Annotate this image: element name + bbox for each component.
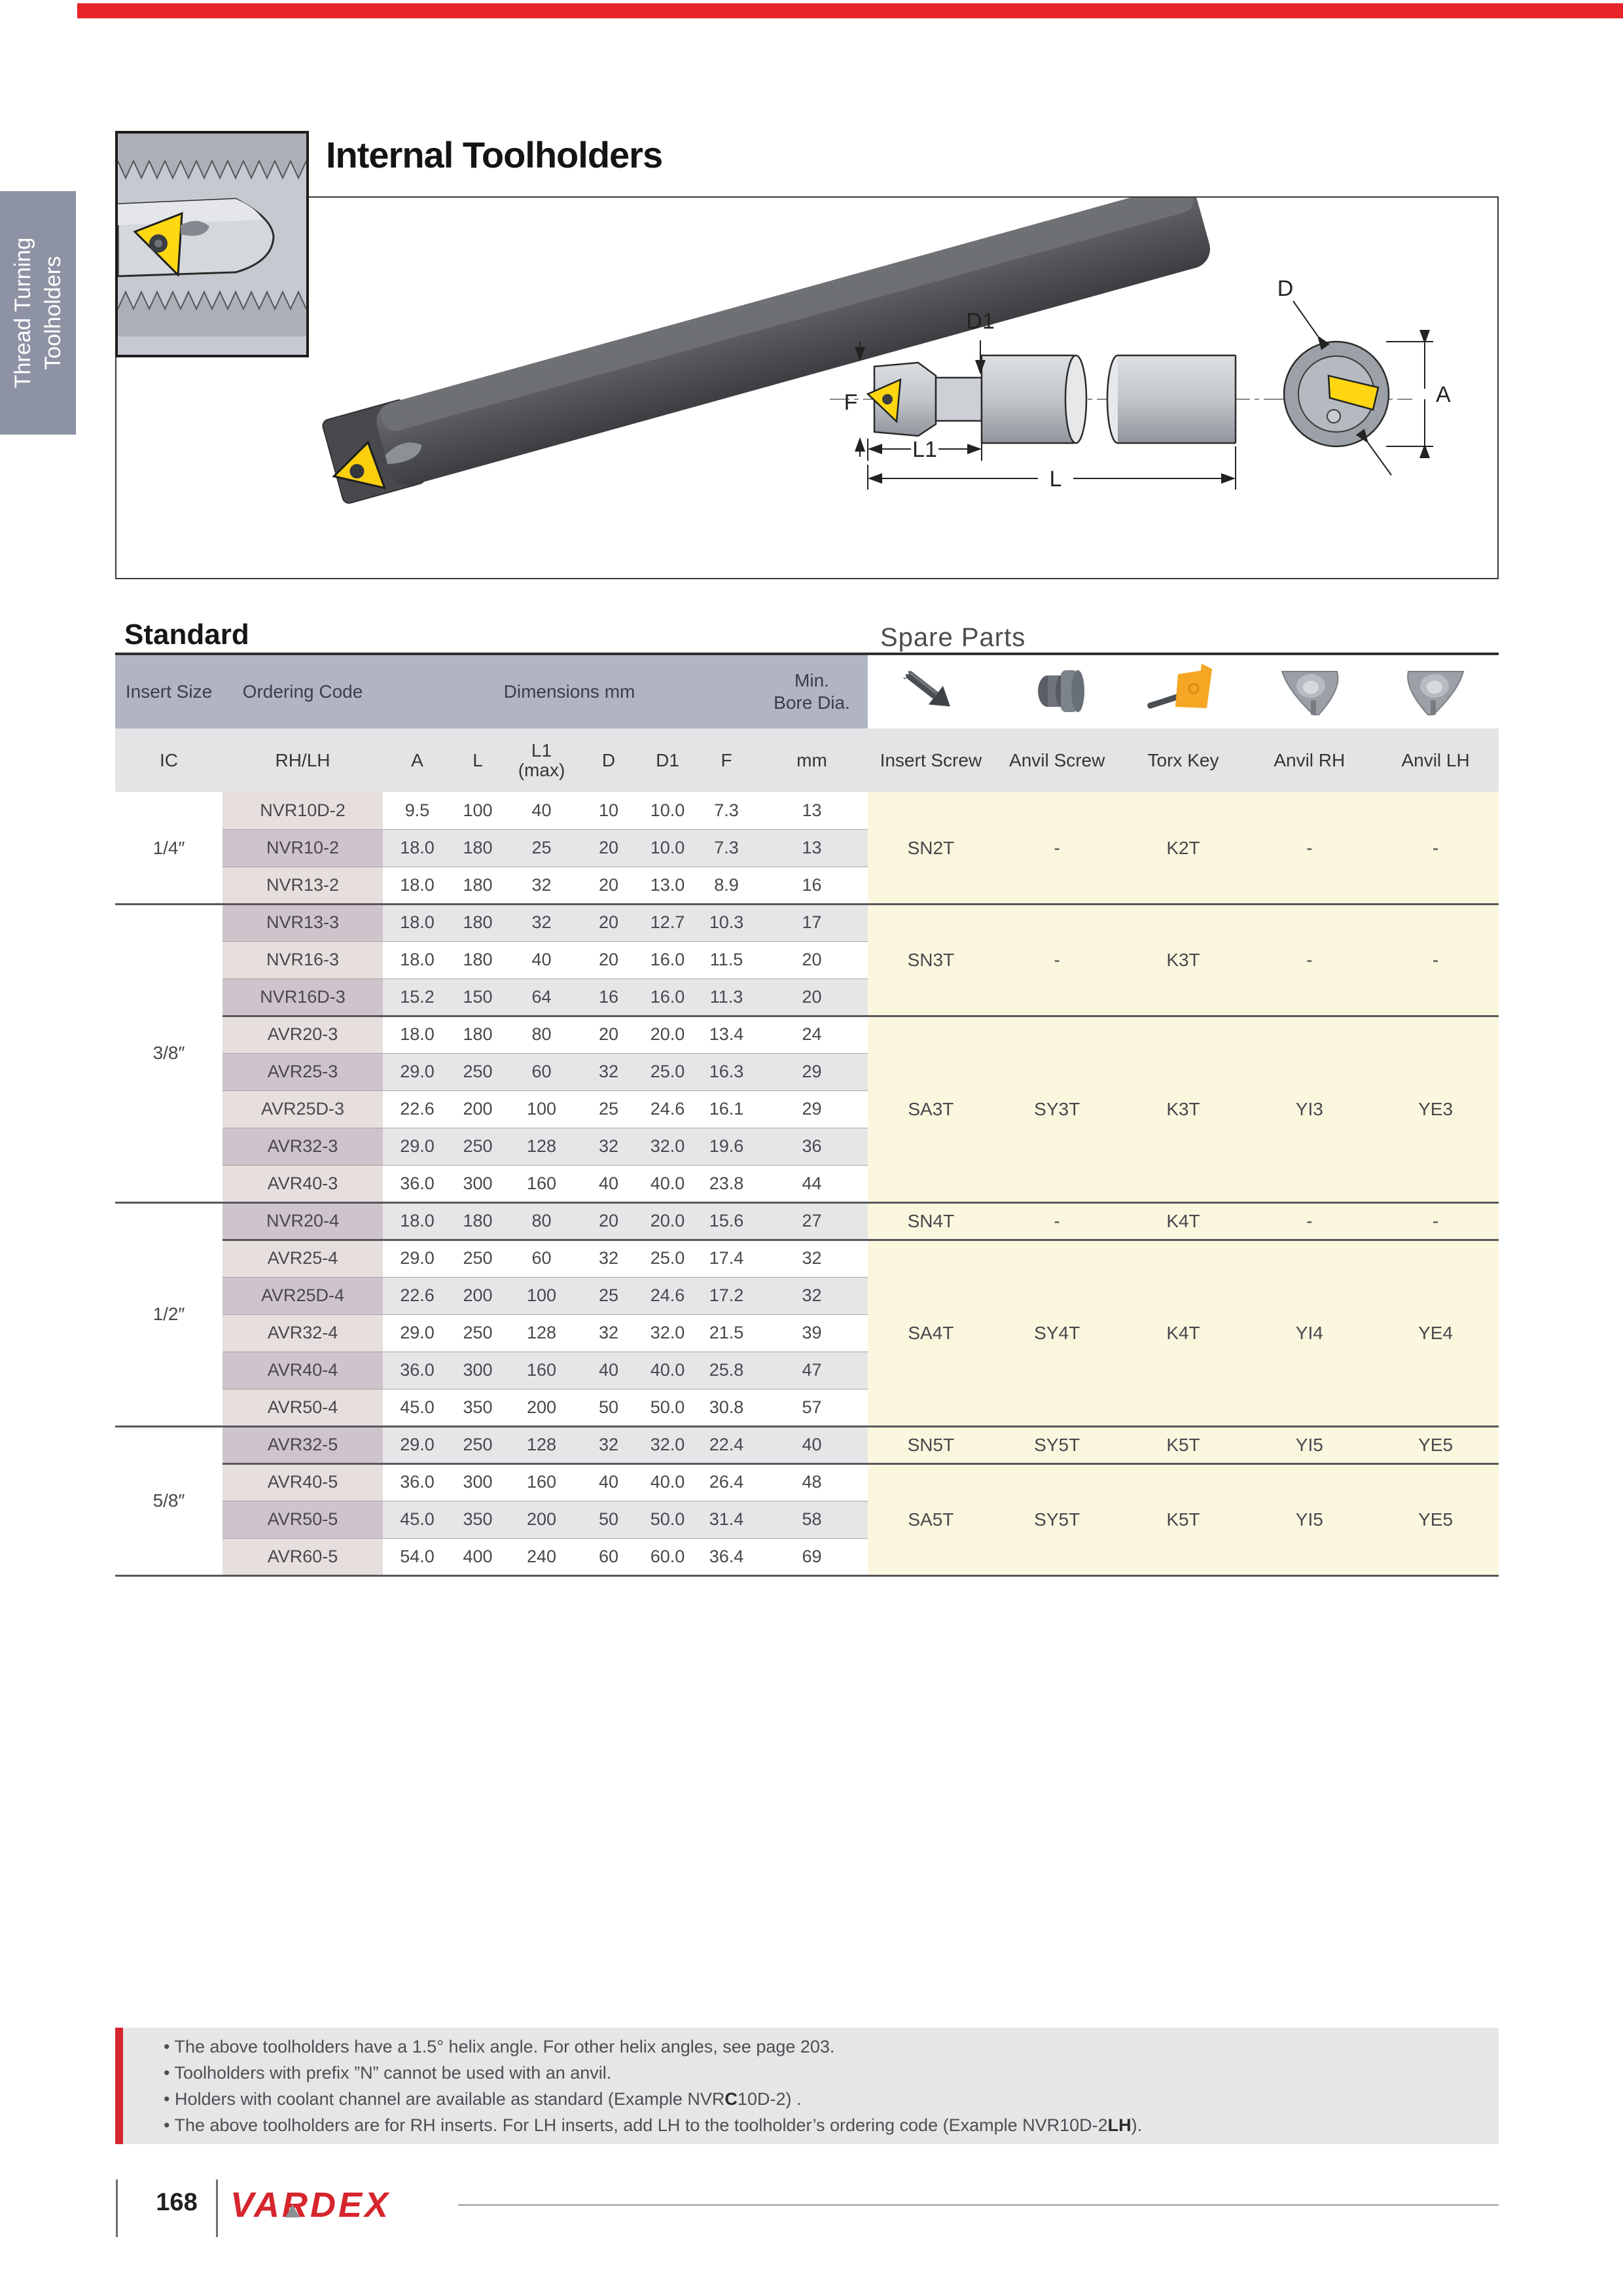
spare-col-header: Insert Screw [880, 749, 982, 770]
dim-cell: 50 [598, 1509, 619, 1529]
ordering-code-cell: NVR16-3 [223, 941, 383, 978]
dim-cell: 57 [802, 1397, 822, 1417]
dim-cell: 40 [598, 1360, 619, 1380]
dim-cell: 250 [463, 1323, 493, 1342]
footer-divider-mid [216, 2179, 218, 2237]
dim-cell: 16.1 [709, 1099, 744, 1119]
dim-cell: 200 [526, 1397, 557, 1417]
ic-group-label: 3/8″ [152, 1043, 185, 1063]
spare-value-cell: K4T [1166, 1210, 1200, 1231]
dim-cell: 160 [526, 1472, 557, 1492]
spare-value-cell: YI5 [1295, 1434, 1323, 1455]
dim-cell: 13 [802, 838, 822, 857]
spare-value-cell: - [1054, 837, 1060, 858]
dim-cell: 80 [531, 1211, 552, 1230]
group-separator [115, 903, 1499, 905]
page-number: 168 [156, 2189, 198, 2216]
note-text: The above toolholders are for RH inserts. For LH inserts, add LH to the toolholder’s ordering code (Example NVR10D-2 [174, 2115, 1108, 2135]
col-header-min-bore: Min. Bore Dia. [774, 670, 850, 713]
ordering-code-cell: AVR25-3 [223, 1053, 383, 1090]
dim-cell: 32 [598, 1248, 619, 1268]
anvil-lh-icon [1397, 660, 1475, 723]
ordering-code-cell: AVR25D-4 [223, 1277, 383, 1314]
dim-cell: 16.0 [650, 987, 685, 1007]
note-text: LH [1107, 2115, 1132, 2135]
dim-cell: 64 [531, 987, 552, 1007]
dim-cell: 160 [526, 1360, 557, 1380]
dim-cell: 36.4 [709, 1547, 744, 1566]
label-l: L [1049, 467, 1062, 492]
label-a: A [1436, 382, 1451, 407]
col-header-dim: F [721, 749, 732, 770]
dim-cell: 18.0 [400, 1211, 435, 1230]
spare-value-cell: YI4 [1295, 1322, 1323, 1343]
dim-cell: 80 [531, 1024, 552, 1044]
dim-cell: 350 [463, 1509, 493, 1529]
dim-cell: 23.8 [709, 1174, 744, 1193]
dim-cell: 29.0 [400, 1323, 435, 1342]
dim-cell: 29.0 [400, 1062, 435, 1081]
row-separator [223, 829, 868, 830]
note-text: The above toolholders have a 1.5° helix angle. For other helix angles, see page 203. [174, 2037, 835, 2056]
dim-cell: 18.0 [400, 912, 435, 932]
dim-cell: 180 [463, 1211, 493, 1230]
dim-cell: 10.0 [650, 800, 685, 820]
dim-cell: 25.0 [650, 1062, 685, 1081]
spare-value-cell: - [1306, 949, 1313, 970]
dim-cell: 40 [802, 1435, 822, 1454]
dim-cell: 17.4 [709, 1248, 744, 1268]
dim-cell: 29.0 [400, 1136, 435, 1156]
dim-cell: 25 [598, 1099, 619, 1119]
dim-cell: 50.0 [650, 1509, 685, 1529]
logo-triangle-icon [285, 2204, 300, 2217]
dim-cell: 22.6 [400, 1285, 435, 1305]
spare-value-cell: K5T [1166, 1509, 1200, 1530]
ordering-code-cell: AVR32-5 [223, 1426, 383, 1463]
dim-cell: 15.6 [709, 1211, 744, 1230]
dim-cell: 180 [463, 950, 493, 969]
dim-cell: 32 [598, 1323, 619, 1342]
dim-cell: 11.3 [709, 987, 743, 1007]
dim-cell: 50 [598, 1397, 619, 1417]
dim-cell: 26.4 [709, 1472, 744, 1492]
group-separator [223, 1239, 1499, 1241]
dim-cell: 25.8 [709, 1360, 744, 1380]
dim-cell: 36.0 [400, 1174, 435, 1193]
torx-key-icon [1144, 660, 1222, 723]
dim-cell: 19.6 [709, 1136, 744, 1156]
dim-cell: 400 [463, 1547, 493, 1566]
dim-cell: 60 [598, 1547, 619, 1566]
dim-cell: 32.0 [650, 1435, 685, 1454]
brand-logo-text: VARDEX [230, 2185, 391, 2225]
spare-value-cell: K5T [1166, 1434, 1200, 1455]
dim-cell: 10 [598, 800, 619, 820]
dim-cell: 17.2 [709, 1285, 744, 1305]
dim-cell: 160 [526, 1174, 557, 1193]
dim-cell: 16 [598, 987, 619, 1007]
ordering-code-cell: AVR40-4 [223, 1352, 383, 1389]
col-header-insert-size: Insert Size [125, 681, 213, 702]
dim-cell: 60 [531, 1062, 552, 1081]
bullet-icon: • [164, 2089, 175, 2109]
ordering-code-cell: AVR40-5 [223, 1463, 383, 1501]
dim-cell: 29.0 [400, 1435, 435, 1454]
label-d1: D1 [966, 309, 995, 334]
dim-cell: 44 [802, 1174, 822, 1193]
dim-cell: 20 [598, 838, 619, 857]
dim-cell: 29 [802, 1099, 822, 1119]
dim-cell: 48 [802, 1472, 822, 1492]
section-heading-spare-parts: Spare Parts [880, 623, 1026, 652]
col-header-ordering-code: Ordering Code [242, 681, 363, 702]
spare-value-cell: SY4T [1034, 1322, 1080, 1343]
table-bottom-border [115, 1575, 1499, 1577]
ordering-code-cell: AVR60-5 [223, 1538, 383, 1575]
ordering-code-cell: AVR25-4 [223, 1240, 383, 1277]
ordering-code-cell: AVR40-3 [223, 1165, 383, 1202]
dim-cell: 300 [463, 1174, 493, 1193]
dim-cell: 40.0 [650, 1472, 685, 1492]
dim-cell: 8.9 [714, 875, 739, 895]
dim-cell: 30.8 [709, 1397, 744, 1417]
row-separator [223, 1538, 868, 1539]
group-separator [223, 1463, 1499, 1465]
spare-value-cell: YE4 [1418, 1322, 1454, 1343]
dim-cell: 13.0 [650, 875, 685, 895]
dim-cell: 60 [531, 1248, 552, 1268]
spare-value-cell: - [1432, 1210, 1439, 1231]
dim-cell: 50.0 [650, 1397, 685, 1417]
dim-cell: 20 [598, 1211, 619, 1230]
footnotes-box [123, 2028, 1499, 2144]
dim-cell: 18.0 [400, 1024, 435, 1044]
dim-cell: 200 [463, 1099, 493, 1119]
dim-cell: 25.0 [650, 1248, 685, 1268]
label-d: D [1277, 276, 1294, 301]
dim-cell: 250 [463, 1435, 493, 1454]
dim-cell: 18.0 [400, 875, 435, 895]
col-header-dimensions: Dimensions mm [503, 681, 635, 702]
row-separator [223, 1277, 868, 1278]
group-separator [223, 1015, 1499, 1017]
dim-cell: 22.6 [400, 1099, 435, 1119]
spare-value-cell: K4T [1166, 1322, 1200, 1343]
col-header-l1: L1 (max) [518, 740, 565, 780]
anvil-screw-icon [1018, 660, 1096, 723]
dim-cell: 13.4 [709, 1024, 744, 1044]
dim-cell: 180 [463, 1024, 493, 1044]
dim-cell: 24.6 [650, 1099, 685, 1119]
ordering-code-cell: NVR13-2 [223, 867, 383, 904]
col-header-ic: IC [160, 749, 178, 770]
dim-cell: 32 [598, 1136, 619, 1156]
dim-cell: 21.5 [709, 1323, 744, 1342]
spare-value-cell: SN3T [907, 949, 955, 970]
table-top-border [115, 653, 1499, 655]
spare-value-cell: - [1054, 949, 1060, 970]
note-text: C [724, 2089, 738, 2109]
spare-value-cell: K3T [1166, 1098, 1200, 1119]
dim-cell: 32 [531, 912, 552, 932]
row-separator [223, 1389, 868, 1390]
spare-value-cell: YI3 [1295, 1098, 1323, 1119]
dim-cell: 250 [463, 1136, 493, 1156]
dim-cell: 18.0 [400, 950, 435, 969]
note-text: ). [1131, 2115, 1143, 2135]
ordering-code-cell: AVR32-3 [223, 1128, 383, 1165]
dim-cell: 39 [802, 1323, 822, 1342]
dim-cell: 58 [802, 1509, 822, 1529]
dim-cell: 9.5 [404, 800, 430, 820]
spare-value-cell: SY5T [1034, 1509, 1080, 1530]
dim-cell: 150 [463, 987, 493, 1007]
col-header-dim: D1 [656, 749, 679, 770]
dim-cell: 40 [598, 1472, 619, 1492]
spare-col-header: Anvil LH [1401, 749, 1470, 770]
dim-cell: 100 [526, 1285, 557, 1305]
brand-logo [230, 2185, 391, 2225]
notes-accent-bar [115, 2028, 123, 2144]
dim-cell: 7.3 [714, 800, 739, 820]
spare-value-cell: SN2T [907, 837, 955, 858]
row-separator [223, 1165, 868, 1166]
label-l1: L1 [912, 437, 937, 462]
dim-cell: 240 [526, 1547, 557, 1566]
dim-cell: 24.6 [650, 1285, 685, 1305]
dim-cell: 32 [598, 1062, 619, 1081]
dim-cell: 7.3 [714, 838, 739, 857]
dim-cell: 20 [598, 950, 619, 969]
dim-cell: 300 [463, 1360, 493, 1380]
note-line [164, 2063, 1499, 2083]
note-text: 10D-2) . [737, 2089, 802, 2109]
dim-cell: 29 [802, 1062, 822, 1081]
dim-cell: 128 [526, 1435, 557, 1454]
dim-cell: 10.0 [650, 838, 685, 857]
spare-value-cell: YI5 [1295, 1509, 1323, 1530]
dim-cell: 20 [802, 987, 822, 1007]
row-separator [223, 1090, 868, 1091]
bullet-icon: • [164, 2115, 175, 2135]
dim-cell: 20 [802, 950, 822, 969]
dim-cell: 24 [802, 1024, 822, 1044]
ordering-code-cell: NVR10D-2 [223, 792, 383, 829]
section-heading-standard: Standard [124, 619, 249, 651]
ordering-code-cell: NVR16D-3 [223, 978, 383, 1016]
dim-cell: 16.3 [709, 1062, 744, 1081]
dim-cell: 16 [802, 875, 822, 895]
row-separator [223, 941, 868, 942]
note-line [164, 2089, 1499, 2109]
dim-cell: 15.2 [400, 987, 435, 1007]
dim-cell: 40 [598, 1174, 619, 1193]
bullet-icon: • [164, 2063, 175, 2083]
spare-value-cell: SN5T [907, 1434, 955, 1455]
col-header-rhlh: RH/LH [275, 749, 330, 770]
note-text: Holders with coolant channel are available as standard (Example NVR [174, 2089, 725, 2109]
ordering-code-cell: AVR32-4 [223, 1314, 383, 1352]
spare-value-cell: - [1306, 1210, 1313, 1231]
dim-cell: 40 [531, 950, 552, 969]
dim-cell: 180 [463, 912, 493, 932]
dim-cell: 13 [802, 800, 822, 820]
spare-value-cell: - [1054, 1210, 1060, 1231]
dim-cell: 40 [531, 800, 552, 820]
spare-value-cell: SN4T [907, 1210, 955, 1231]
spare-value-cell: SA5T [908, 1509, 954, 1530]
dim-cell: 250 [463, 1248, 493, 1268]
dim-cell: 20.0 [650, 1211, 685, 1230]
col-header-dim: A [411, 749, 423, 770]
footer-rule [458, 2204, 1499, 2206]
dim-cell: 180 [463, 838, 493, 857]
ordering-code-cell: AVR25D-3 [223, 1090, 383, 1128]
note-text: Toolholders with prefix ”N” cannot be used with an anvil. [174, 2063, 612, 2083]
dim-cell: 32 [802, 1285, 822, 1305]
dim-cell: 32.0 [650, 1136, 685, 1156]
dim-cell: 45.0 [400, 1397, 435, 1417]
ordering-code-cell: AVR50-4 [223, 1389, 383, 1426]
ordering-code-cell: AVR50-5 [223, 1501, 383, 1538]
dim-cell: 300 [463, 1472, 493, 1492]
col-header-dim: mm [796, 749, 827, 770]
dim-cell: 200 [526, 1509, 557, 1529]
dim-cell: 60.0 [650, 1547, 685, 1566]
dim-cell: 10.3 [709, 912, 744, 932]
spare-col-header: Torx Key [1147, 749, 1219, 770]
sidebar-tab-line1: Thread Turning [10, 237, 35, 389]
ordering-code-cell: NVR20-4 [223, 1202, 383, 1240]
spare-value-cell: - [1432, 837, 1439, 858]
row-separator [223, 1053, 868, 1054]
ic-group-label: 1/4″ [152, 837, 185, 858]
col-header-dim: D [601, 749, 616, 770]
dim-cell: 128 [526, 1136, 557, 1156]
spare-value-cell: SY5T [1034, 1434, 1080, 1455]
dim-cell: 20 [598, 912, 619, 932]
dim-cell: 180 [463, 875, 493, 895]
dim-cell: 11.5 [709, 950, 743, 969]
dim-cell: 18.0 [400, 838, 435, 857]
dim-cell: 20 [598, 1024, 619, 1044]
dim-cell: 100 [463, 800, 493, 820]
spare-value-cell: YE5 [1418, 1434, 1454, 1455]
ic-group-label: 5/8″ [152, 1490, 185, 1511]
spare-col-header: Anvil RH [1274, 749, 1346, 770]
dim-cell: 54.0 [400, 1547, 435, 1566]
dim-cell: 100 [526, 1099, 557, 1119]
dim-cell: 250 [463, 1062, 493, 1081]
dim-cell: 69 [802, 1547, 822, 1566]
spare-value-cell: YE5 [1418, 1509, 1454, 1530]
col-header-dim: L [473, 749, 483, 770]
ordering-code-cell: NVR10-2 [223, 829, 383, 867]
dim-cell: 47 [802, 1360, 822, 1380]
dim-cell: 32 [598, 1435, 619, 1454]
dim-cell: 20 [598, 875, 619, 895]
dim-cell: 31.4 [709, 1509, 744, 1529]
group-separator [115, 1426, 1499, 1427]
row-separator [223, 978, 868, 979]
row-separator [223, 1314, 868, 1315]
dim-cell: 20.0 [650, 1024, 685, 1044]
dim-cell: 32.0 [650, 1323, 685, 1342]
sidebar-tab-line2: Toolholders [41, 256, 65, 370]
insert-screw-icon [891, 660, 970, 723]
dim-cell: 27 [802, 1211, 822, 1230]
dim-cell: 36.0 [400, 1360, 435, 1380]
dim-cell: 350 [463, 1397, 493, 1417]
spare-value-cell: K2T [1166, 837, 1200, 858]
dim-cell: 25 [531, 838, 552, 857]
dim-cell: 12.7 [650, 912, 685, 932]
ic-group-label: 1/2″ [152, 1304, 185, 1324]
dim-cell: 32 [531, 875, 552, 895]
dim-cell: 32 [802, 1248, 822, 1268]
dim-cell: 22.4 [709, 1435, 744, 1454]
spare-value-cell: K3T [1166, 949, 1200, 970]
dim-cell: 29.0 [400, 1248, 435, 1268]
spare-value-cell: SA4T [908, 1322, 954, 1343]
spare-value-cell: SY3T [1034, 1098, 1080, 1119]
dim-cell: 128 [526, 1323, 557, 1342]
note-line [164, 2115, 1499, 2135]
group-separator [115, 1202, 1499, 1204]
label-f: F [844, 390, 858, 415]
spare-value-cell: YE3 [1418, 1098, 1454, 1119]
dim-cell: 36 [802, 1136, 822, 1156]
dim-cell: 40.0 [650, 1174, 685, 1193]
bullet-icon: • [164, 2037, 175, 2056]
footer-divider-left [116, 2179, 118, 2237]
dim-cell: 45.0 [400, 1509, 435, 1529]
page-title: Internal Toolholders [326, 134, 663, 175]
dim-cell: 200 [463, 1285, 493, 1305]
dim-cell: 17 [802, 912, 822, 932]
spare-value-cell: - [1432, 949, 1439, 970]
dim-cell: 36.0 [400, 1472, 435, 1492]
spare-col-header: Anvil Screw [1009, 749, 1105, 770]
spare-value-cell: SA3T [908, 1098, 954, 1119]
dim-cell: 16.0 [650, 950, 685, 969]
note-line [164, 2037, 1499, 2056]
dim-cell: 25 [598, 1285, 619, 1305]
dim-cell: 40.0 [650, 1360, 685, 1380]
anvil-rh-icon [1270, 660, 1349, 723]
spare-value-cell: - [1306, 837, 1313, 858]
ordering-code-cell: NVR13-3 [223, 904, 383, 941]
ordering-code-cell: AVR20-3 [223, 1016, 383, 1053]
